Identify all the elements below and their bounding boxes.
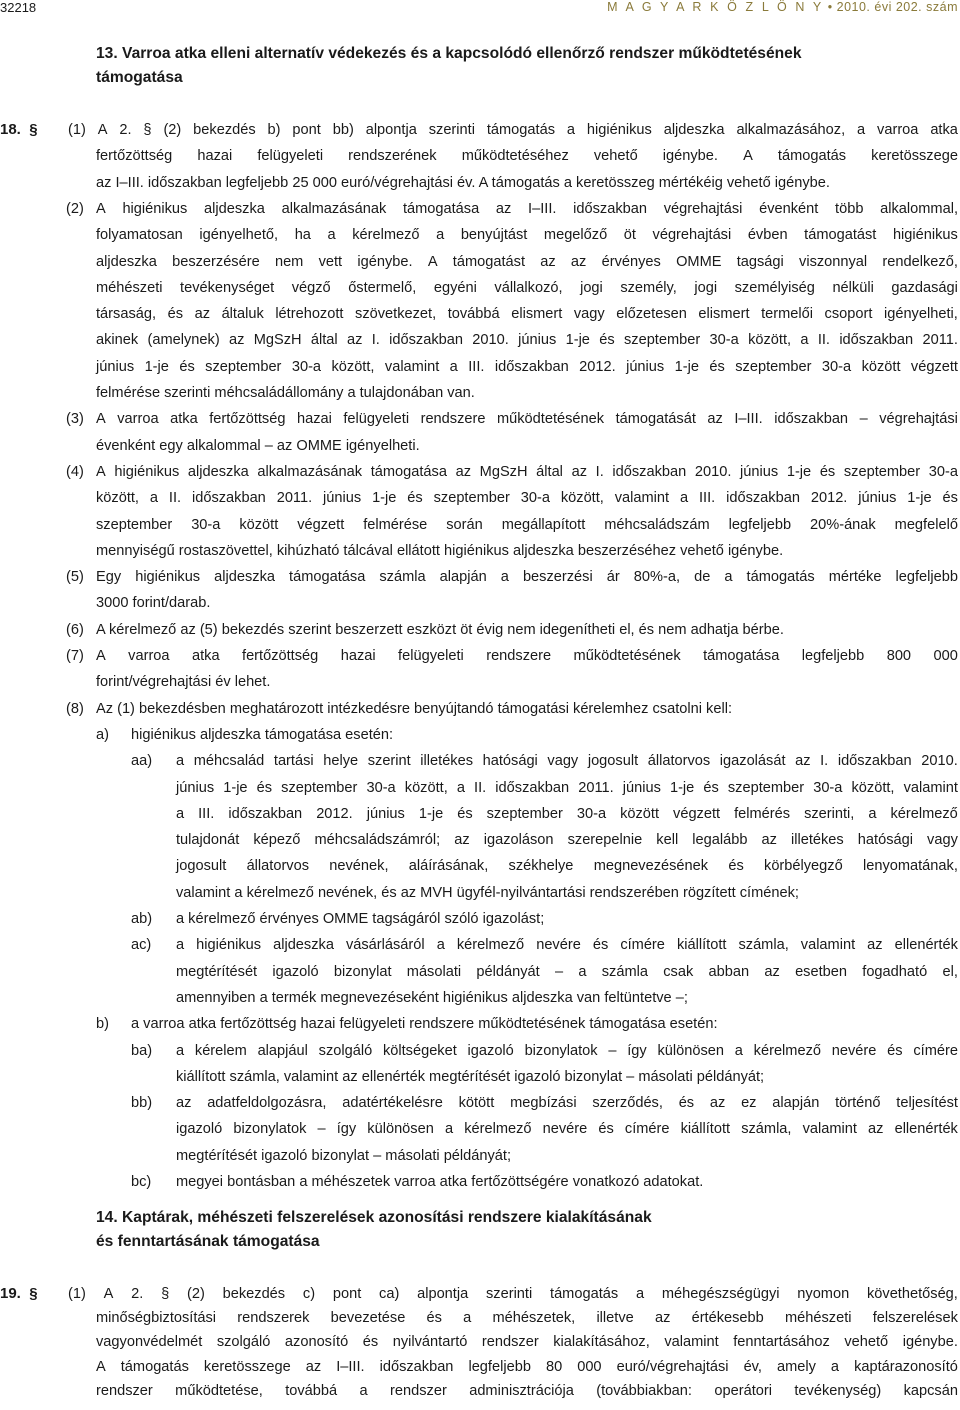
text-line: felmérése szerinti méhcsaládállomány a tulajdonában van. [96, 385, 475, 401]
text-line: higiénikus aljdeszka támogatása esetén: [131, 726, 394, 743]
text-line: fertőzöttség hazai felügyeleti rendszerének működtetéséhez vehető igénybe. A támogatás keretösszege [96, 148, 958, 165]
text-line: rendszer működtetése, továbbá a rendszer adminisztrációja (továbbiakban: operátori tevékenység) kapcsán [96, 1382, 958, 1399]
page-header [0, 0, 960, 16]
chapter-number: 13. [96, 45, 118, 62]
paragraph-label: bc) [131, 1174, 152, 1190]
chapter-title-line: támogatása [96, 69, 183, 86]
text-line: között, a II. időszakban 2011. június 1-je és szeptember 30-a között, valamint a III. időszakban 2012. június 1-je és [96, 490, 958, 507]
paragraph-label: ac) [131, 937, 152, 954]
text-line: évenként egy alkalommal – az OMME igényelheti. [96, 437, 420, 454]
chapter-14-heading [96, 1206, 652, 1254]
text-line: kiállított számla, valamint az ellenérték megtérítését igazoló bizonylat – másolati példányát; [176, 1068, 765, 1085]
paragraph-label: aa) [131, 753, 153, 770]
text-line: Az (1) bekezdésben meghatározott intézkedésre benyújtandó támogatási kérelemhez csatolni kell: [96, 700, 732, 717]
paragraph-label: (3) [66, 411, 84, 428]
paragraph-label: (4) [66, 463, 84, 480]
paragraph-label: (2) [66, 200, 84, 217]
paragraph-label: b) [96, 1016, 109, 1033]
journal-title: M A G Y A R K Ö Z L Ö N Y [607, 0, 824, 14]
text-line: igazoló bizonylatok – így különösen a kérelmező nevére és címére kiállított számla, valamint az ellenérték [176, 1121, 958, 1138]
paragraph-label: (7) [66, 648, 84, 664]
section-18-number: 18. § [0, 121, 38, 138]
text-line: amennyiben a termék megnevezéseként higiénikus aljdeszka van feltüntetve –; [176, 989, 688, 1006]
paragraph-label: bb) [131, 1095, 153, 1112]
text-line: tulajdonát képező méhcsaládszámról; az igazoláson szerepelnie kell legalább az illetékes hatósági vagy [176, 832, 958, 849]
chapter-number: 14. [96, 1209, 118, 1226]
text-line: A varroa atka fertőzöttség hazai felügyeleti rendszere működtetésének támogatását az I–III. időszakban – végrehajtási [96, 411, 958, 428]
chapter-title-line: Kaptárak, méhészeti felszerelések azonosítási rendszere kialakításának [122, 1209, 652, 1226]
text-line: a kérelmező érvényes OMME tagságáról szóló igazolást; [176, 911, 545, 927]
text-line: szeptember 30-a között végzett felmérése során megállapított méhcsaládszám legfeljebb 20%-ának megfelelő [96, 516, 958, 533]
text-line: a varroa atka fertőzöttség hazai felügyeleti rendszere működtetésének támogatása esetén: [131, 1016, 718, 1033]
text-line: valamint a kérelmező nevének, és az MVH ügyfél-nyilvántartási rendszerében rögzített címének; [176, 884, 799, 901]
text-line: a kérelem alapjául szolgáló költségeket igazoló bizonylatok – így különösen a kérelmező nevére és címére [176, 1042, 958, 1059]
text-line: Egy higiénikus aljdeszka támogatása számla alapján a beszerzési ár 80%-a, de a támogatás mértéke legfeljebb [96, 569, 958, 586]
text-line: a higiénikus aljdeszka vásárlásáról a kérelmező nevére és címére kiállított számla, valamint az ellenérték [176, 937, 958, 954]
text-line: aljdeszka beszerzésére nem vett igénybe. A támogatást az az érvényes OMME tagsági viszonnyal rendelkező, [96, 253, 958, 270]
chapter-title-line: és fenntartásának támogatása [96, 1233, 320, 1250]
text-line: A varroa atka fertőzöttség hazai felügyeleti rendszere működtetésének támogatása legfeljebb 800 000 [96, 648, 958, 664]
text-line: A kérelmező az (5) bekezdés szerint beszerzett eszközt öt évig nem idegenítheti el, és nem adhatja bérbe. [96, 621, 784, 638]
paragraph-label: (6) [66, 621, 84, 638]
text-line: megyei bontásban a méhészetek varroa atka fertőzöttségére vonatkozó adatokat. [176, 1174, 704, 1190]
text-line: (1) A 2. § (2) bekezdés c) pont ca) alpontja szerinti támogatás a méhegészségügyi nyomon követhetőség, [68, 1286, 958, 1302]
journal-issue: M A G Y A R K Ö Z L Ö N Y • 2010. évi 202. szám [607, 0, 958, 14]
text-line: a III. időszakban 2012. június 1-je és szeptember 30-a között végzett felmérés szerinti, a kérelmező [176, 805, 958, 822]
section-19-number: 19. § [0, 1285, 38, 1302]
text-line: az adatfeldolgozásra, adatértékelésre kötött megbízási szerződés, és az ez alapján történő teljesítést [176, 1095, 958, 1112]
text-line: június 1-je és szeptember 30-a között, valamint a III. időszakban 2012. június 1-je és szeptember 30-a között végzett [96, 358, 958, 375]
paragraph-label: ab) [131, 911, 153, 927]
paragraph-label: (5) [66, 569, 84, 586]
page-number: 32218 [0, 0, 37, 15]
text-line: mennyiségű rostaszövettel, kihúzható tálcával ellátott higiénikus aljdeszka beszerzéséhez vehető igénybe. [96, 542, 784, 559]
text-line: megtérítését igazoló bizonylat – másolati példányát; [176, 1147, 512, 1164]
paragraph-label: a) [96, 726, 109, 743]
text-line: jogosult állatorvos nevének, aláírásának, székhelye megnevezésének és körbélyegző lenyomatának, [176, 858, 958, 875]
text-line: társaság, és az általuk létrehozott szövetkezet, továbbá elismert vagy előzetesen elismert termelői csoport igényelheti, [96, 306, 958, 323]
paragraph-label: ba) [131, 1042, 153, 1059]
text-line: a méhcsalád tartási helye szerint illetékes hatósági vagy jogosult állatorvos igazolását az I. időszakban 2010. [176, 753, 958, 770]
text-line: forint/végrehajtási év lehet. [96, 674, 271, 691]
text-line: (1) A 2. § (2) bekezdés b) pont bb) alpontja szerinti támogatás a higiénikus aljdeszka alkalmazásához, a varroa atka [68, 122, 958, 138]
text-line: A támogatás keretösszege az I–III. időszakban legfeljebb 80 000 euró/végrehajtási év, amely a kaptárazonosító [96, 1358, 958, 1375]
text-line: méhészeti tevékenységet végző őstermelő, egyéni vállalkozó, jogi személy, jogi személyiség nélküli gazdasági [96, 279, 958, 296]
chapter-13-heading [96, 42, 802, 90]
chapter-title-line: Varroa atka elleni alternatív védekezés és a kapcsolódó ellenőrző rendszer működtetésének [122, 45, 802, 62]
text-line: június 1-je és szeptember 30-a között, a II. időszakban 2011. június 1-je és szeptember 30-a között, valamint [176, 779, 958, 796]
text-line: minőségbiztosítási rendszerek bevezetése és a méhészetek, illetve az értékesebb méhészeti felszerelések [96, 1310, 958, 1327]
text-line: folyamatosan igényelhető, ha a kérelmező a benyújtást megelőző öt végrehajtási évben támogatást higiénikus [96, 227, 958, 244]
issue-number: 2010. évi 202. szám [836, 0, 958, 14]
text-line: 3000 forint/darab. [96, 595, 211, 612]
text-line: A higiénikus aljdeszka alkalmazásának támogatása az MgSzH által az I. időszakban 2010. június 1-je és szeptember 30-a [96, 463, 958, 480]
text-line: megtérítését igazoló bizonylat másolati példányát – a számla csak abban az esetben fogadható el, [176, 963, 958, 980]
text-line: vagyonvédelmét szolgáló azonosító és nyilvántartó rendszer kialakításához, valamint fenntartásához vehető igénybe. [96, 1334, 958, 1351]
text-line: az I–III. időszakban legfeljebb 25 000 euró/végrehajtási év. A támogatás a keretösszeg mértékéig vehető igénybe. [96, 174, 830, 191]
paragraph-label: (8) [66, 700, 84, 717]
text-line: A higiénikus aljdeszka alkalmazásának támogatása az I–III. időszakban végrehajtási évenként több alkalommal, [96, 200, 958, 217]
text-line: akinek (amelynek) az MgSzH által az I. időszakban 2010. június 1-je és szeptember 30-a között, a II. időszakban 2011. [96, 332, 958, 349]
